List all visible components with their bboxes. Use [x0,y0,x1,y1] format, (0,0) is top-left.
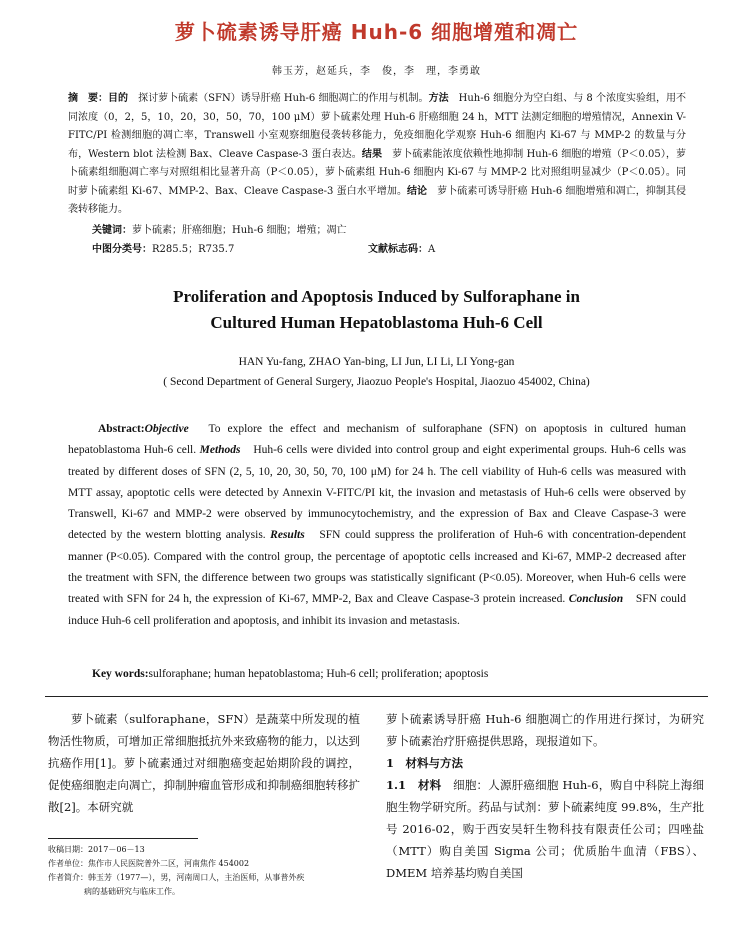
en-results-text: SFN could suppress the proliferation of Huh-6 with concentration-dependent manner (P<0.05). Compared with the control group, the percentage of apoptotic cells increased and Ki-67, MMP-2 decreased after the treatment with SFN, the difference between two groups was statistically significant (P<0.05). Moreover, when Huh-6 cells were treated with SFN for 24 h, the expression of Ki-67, MMP-2, Bax and Cleave Caspase-3 protein increased. [68,529,687,606]
author-institution: 作者单位：焦作市人民医院普外二区，河南焦作 454002 [48,859,250,868]
cn-keywords-label: 关键词： [92,225,132,236]
english-title [0,284,753,336]
english-keywords [92,668,488,680]
en-methods-text: Huh-6 cells were divided into control group and eight experimental groups. Huh-6 cells was treated by different doses of SFN (2, 5, 10, 20, 30, 50, 70, 100 μM) for 24 h. The cell viability of Huh-6 cells was measured with MTT assay, apoptotic cells were detected by Annexin V-FITC/PI kit, the invasion and metastasis of Huh-6 cells were observed by Transwell, Ki-67 and MMP-2 were observed by immunocytochemistry, and the expression of Bax and Cleave Caspase-3 were detected by the western blotting analysis. [68,444,686,542]
en-conclusion-text: SFN could induce Huh-6 cell proliferation and apoptosis, and inhibit its invasion and metastasis. [68,593,686,627]
cn-objective-label: 目的 [108,93,129,104]
cn-methods-label: 方法 [428,93,449,104]
class-number-value: R285.5；R735.7 [152,244,235,255]
materials-paragraph [386,774,704,884]
footnote-divider [48,838,198,839]
chinese-keywords [92,221,347,236]
english-authors: HAN Yu-fang, ZHAO Yan-bing, LI Jun, LI Li, LI Yong-gan [238,356,515,368]
section-divider [45,696,708,697]
body-left-column [48,708,360,818]
doc-code-label: 文献标志码： [368,244,428,255]
english-title-line-2: Cultured Human Hepatoblastoma Huh-6 Cell [210,313,543,332]
author-bio-line-2: 病的基础研究与临床工作。 [84,887,180,896]
cn-results-label: 结果 [361,148,383,160]
cn-abstract-label: 摘 要： [68,93,109,104]
footnotes [48,843,360,899]
received-date: 收稿日期：2017－06－13 [48,845,145,854]
en-keywords-text: sulforaphane; human hepatoblastoma; Huh-6 cell; proliferation; apoptosis [148,668,489,680]
subsection-heading-materials: 1.1 材料 [386,778,442,792]
english-abstract [68,419,686,632]
intro-paragraph: 萝卜硫素（sulforaphane，SFN）是蔬菜中所发现的植物活性物质，可增加正常细胞抵抗外来致癌物的能力，以达到抗癌作用[1]。萝卜硫素通过对细胞癌变起始期阶段的调控，促使癌细胞走向凋亡，抑制肿瘤血管形成和抑制癌细胞转移扩散[2]。本研究就 [48,712,360,814]
chinese-title: 萝卜硫素诱导肝癌 Huh-6 细胞增殖和凋亡 [174,20,579,44]
chinese-abstract [68,90,686,220]
en-conclusion-label: Conclusion [568,593,624,606]
en-methods-label: Methods [199,444,241,457]
en-objective-text: To explore the effect and mechanism of sulforaphane (SFN) on apoptosis in cultured human hepatoblastoma Huh-6 cell. [68,423,686,457]
cn-methods-text: Huh-6 细胞分为空白组、与 8 个浓度实验组，用不同浓度（0，2，5，10，20，30，50，70，100 μM）萝卜硫素处理 Huh-6 肝癌细胞 24 h，MTT 法测定细胞的增殖情况，Annexin V-FITC/PI 检测细胞的凋亡率，Transwell 小室观察细胞侵袭转移能力，免疫细胞化学观察 Huh-6 细胞内 Ki-67 与 MMP-2 的数量与分布，Western blot 法检测 Bax、Cleave Caspase-3 蛋白表达。 [68,93,687,160]
cn-conclusion-text: 萝卜硫素可诱导肝癌 Huh-6 细胞增殖和凋亡，抑制其侵袭转移能力。 [68,185,687,215]
english-title-line-1: Proliferation and Apoptosis Induced by Sulforaphane in [173,287,580,306]
class-number-label: 中图分类号： [92,244,152,255]
en-objective-label: Objective [144,423,189,435]
cn-conclusion-label: 结论 [407,185,428,197]
body-right-column [386,708,704,884]
cn-results-text: 萝卜硫素能浓度依赖性地抑制 Huh-6 细胞的增殖（P＜0.05），萝卜硫素组细胞凋亡率与对照组相比显著升高（P＜0.05），萝卜硫素组 Huh-6 细胞内 Ki-67 与 MMP-2 比对照组明显减少（P＜0.05）。同时萝卜硫素组 Ki-67、MMP-2、Bax、Cleave Caspase-3 蛋白水平增加。 [68,148,686,197]
doc-code-value: A [428,244,436,255]
cn-keywords-text: 萝卜硫素；肝癌细胞；Huh-6 细胞；增殖；凋亡 [132,225,347,236]
materials-text: 细胞：人源肝癌细胞 Huh-6，购自中科院上海细胞生物学研究所。药品与试剂：萝卜硫素纯度 99.8%，生产批号 2016-02，购于西安吴轩生物科技有限责任公司；四唑盐（MTT）购自美国 Sigma 公司；优质胎牛血清（FBS）、DMEM 培养基均购自美国 [386,778,704,880]
en-results-label: Results [270,529,305,542]
classification-line [92,240,612,255]
section-heading-methods: 1 材料与方法 [386,756,464,770]
author-bio-line-1: 作者简介：韩玉芳（1977—），男，河南周口人，主治医师，从事普外疾 [48,873,305,882]
intro-paragraph-continued: 萝卜硫素诱导肝癌 Huh-6 细胞凋亡的作用进行探讨，为研究萝卜硫素治疗肝癌提供思路，现报道如下。 [386,712,704,748]
en-abstract-label: Abstract: [98,423,145,435]
document-code [368,240,435,255]
author-bio [48,871,360,899]
english-affiliation: ( Second Department of General Surgery, Jiaozuo People's Hospital, Jiaozuo 454002, China) [163,376,590,388]
chinese-authors: 韩玉芳，赵延兵，李 俊，李 理，李勇敢 [272,66,481,77]
cn-objective-text: 探讨萝卜硫素（SFN）诱导肝癌 Huh-6 细胞凋亡的作用与机制。 [128,93,429,104]
en-keywords-label: Key words: [92,668,149,680]
